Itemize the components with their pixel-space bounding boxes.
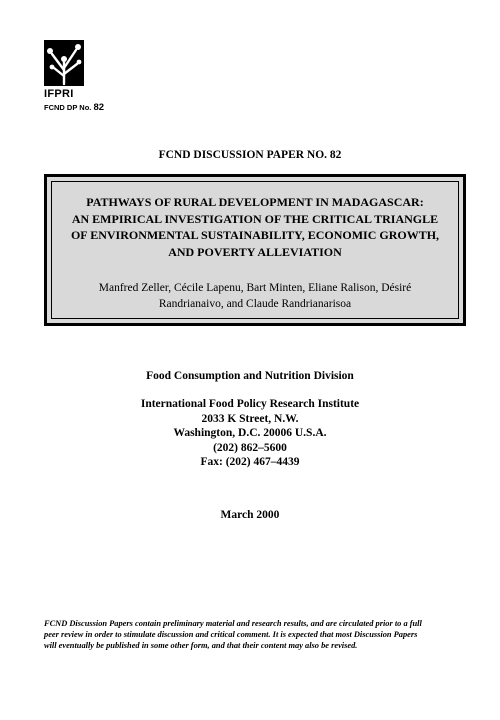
disclaimer-line: will eventually be published in some other form, and that their content may also be revised. xyxy=(44,641,358,651)
logo-wordmark: IFPRI xyxy=(44,88,74,100)
address-line: Fax: (202) 467–4439 xyxy=(200,456,300,469)
disclaimer-line: peer review in order to stimulate discussion and critical comment. It is expected that most Discussion Papers xyxy=(44,630,418,640)
dp-number: 82 xyxy=(93,102,105,113)
title-line: OF ENVIRONMENTAL SUSTAINABILITY, ECONOMIC GROWTH, xyxy=(70,228,440,242)
address-line: (202) 862–5600 xyxy=(213,441,287,454)
institute-address xyxy=(0,397,500,470)
author-line: Manfred Zeller, Cécile Lapenu, Bart Minten, Eliane Ralison, Désiré xyxy=(98,282,412,294)
title-box xyxy=(44,174,466,326)
author-line: Randrianaivo, and Claude Randrianarisoa xyxy=(158,297,352,310)
address-line: International Food Policy Research Institute xyxy=(140,398,360,410)
paper-title xyxy=(52,194,458,260)
title-line: PATHWAYS OF RURAL DEVELOPMENT IN MADAGASCAR: xyxy=(86,195,424,209)
division-name: Food Consumption and Nutrition Division xyxy=(146,370,354,382)
dp-number-label xyxy=(44,102,104,113)
disclaimer xyxy=(44,618,464,652)
address-line: 2033 K Street, N.W. xyxy=(201,412,299,425)
series-title: FCND DISCUSSION PAPER NO. 82 xyxy=(158,149,342,161)
title-line: AN EMPIRICAL INVESTIGATION OF THE CRITICAL TRIANGLE xyxy=(71,211,439,226)
title-line: AND POVERTY ALLEVIATION xyxy=(168,244,342,259)
title-box-inner-border xyxy=(51,181,459,319)
dp-prefix: FCND DP No. xyxy=(44,103,92,112)
address-line: Washington, D.C. 20006 U.S.A. xyxy=(173,427,327,440)
authors xyxy=(52,281,458,312)
publication-date: March 2000 xyxy=(220,509,280,521)
disclaimer-line: FCND Discussion Papers contain preliminary material and research results, and are circulated prior to a full xyxy=(44,619,422,628)
